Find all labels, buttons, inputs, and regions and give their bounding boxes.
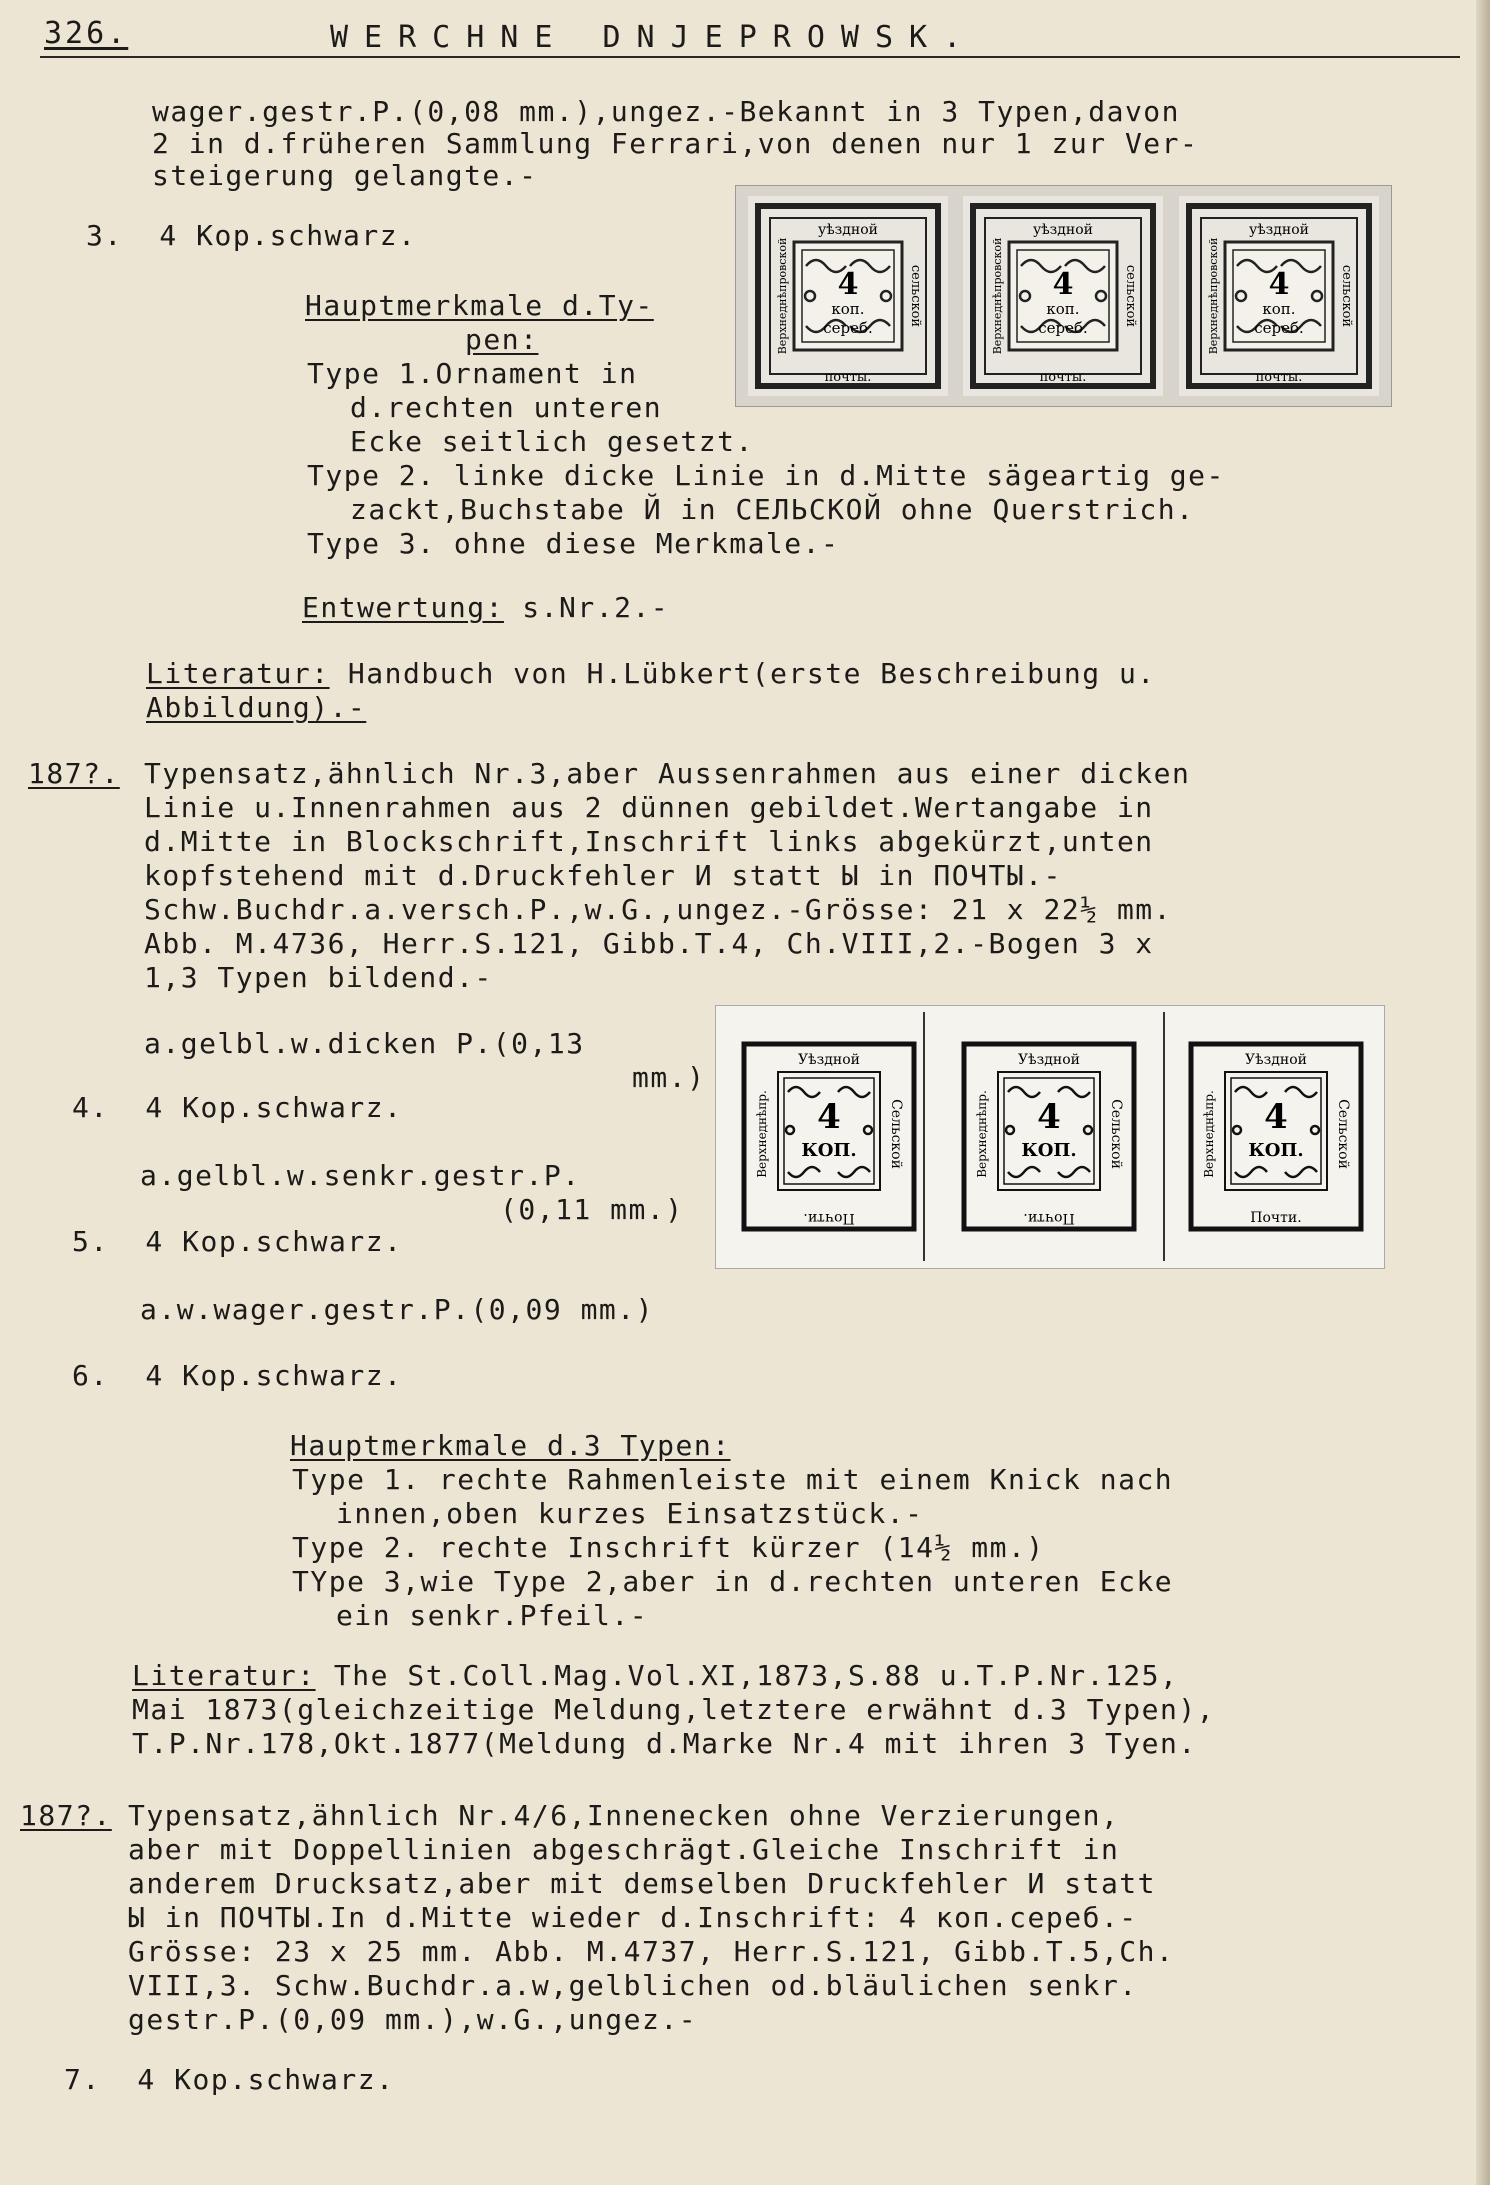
stamp-left-text: Верхнеднѣпровской [1207, 237, 1220, 355]
stamp-right-text: Сельской [1108, 1099, 1124, 1169]
type-line: TYpe 3,wie Type 2,aber in d.rechten unteren Ecke [292, 1565, 1174, 1598]
stamp-unit: коп. [831, 300, 865, 318]
description-line: Abb. M.4736, Herr.S.121, Gibb.T.4, Ch.VIII,2.-Bogen 3 x [144, 927, 1154, 960]
continuation-line: wager.gestr.P.(0,08 mm.),ungez.-Bekannt in 3 Typen,davon [152, 95, 1181, 128]
description-line: kopfstehend mit d.Druckfehler И statt Ы in ПОЧТЫ.- [144, 859, 1062, 892]
stamp-top-text: уѣздной [1032, 222, 1094, 238]
stamp-top-text: Уѣздной [1018, 1052, 1080, 1068]
cancellation-line [302, 592, 669, 624]
stamp-left-text: Верхнеднѣпровской [776, 237, 789, 355]
stamp-left-text: Верхнеднѣпр. [1202, 1090, 1216, 1178]
stamp-top-text: Уѣздной [798, 1052, 860, 1068]
stamp-unit: КОП. [1248, 1140, 1304, 1161]
stamp-bottom-text: Почти. [803, 1210, 855, 1226]
literature-text: Handbuch von H.Lübkert(erste Beschreibung u. [329, 657, 1156, 690]
item-3: 3. 4 Kop.schwarz. [86, 219, 417, 252]
description-line: Typensatz,ähnlich Nr.4/6,Innenecken ohne Verzierungen, [128, 1799, 1120, 1832]
type-line: Ecke seitlich gesetzt. [350, 425, 754, 458]
literature-line [132, 1660, 1178, 1692]
literature-line [146, 658, 1156, 690]
stamp-bottom-text: почты. [824, 370, 872, 385]
item-4: 4. 4 Kop.schwarz. [72, 1091, 403, 1124]
continuation-line: steigerung gelangte.- [152, 159, 538, 192]
description-line: Typensatz,ähnlich Nr.3,aber Aussenrahmen aus einer dicken [144, 757, 1191, 790]
stamp-bottom-text: почты. [1255, 370, 1303, 385]
description-line: Linie u.Innenrahmen aus 2 dünnen gebildet.Wertangabe in [144, 791, 1154, 824]
continuation-line: 2 in d.früheren Sammlung Ferrari,von denen nur 1 zur Ver- [152, 127, 1199, 160]
description-line: aber mit Doppellinien abgeschrägt.Gleiche Inschrift in [128, 1833, 1120, 1866]
stamp-value: 4 [1037, 1097, 1061, 1137]
paper-variety: a.gelbl.w.senkr.gestr.P. [140, 1159, 581, 1192]
page-number: 326. [44, 16, 129, 51]
stamp-unit: коп. [1046, 300, 1080, 318]
type-line: d.rechten unteren [350, 391, 663, 424]
type-line: Type 1.Ornament in [307, 357, 638, 390]
paper-variety-cont: mm.) [632, 1061, 706, 1094]
type-line: Type 1. rechte Rahmenleiste mit einem Knick nach [292, 1463, 1174, 1496]
literature-label: Literatur: [132, 1659, 316, 1692]
stamp-bottom-text: почты. [1039, 370, 1087, 385]
description-line: gestr.P.(0,09 mm.),w.G.,ungez.- [128, 2003, 698, 2036]
stamp-strip-1 [735, 185, 1392, 407]
literature-text: Abbildung).- [146, 691, 367, 724]
type-line: Type 3. ohne diese Merkmale.- [307, 527, 840, 560]
cancellation-label: Entwertung: [302, 591, 504, 624]
stamp-right-text: сельской [908, 264, 923, 328]
item-6: 6. 4 Kop.schwarz. [72, 1359, 403, 1392]
year-label: 187?. [28, 757, 120, 790]
paper-variety: a.w.wager.gestr.P.(0,09 mm.) [140, 1293, 655, 1326]
features-heading: Hauptmerkmale d.Ty- [305, 289, 654, 322]
stamp-unit-2: сереб. [1038, 319, 1088, 337]
stamp-left-text: Верхнеднѣпр. [755, 1090, 769, 1178]
header-rule [40, 56, 1460, 58]
stamp-bottom-text: Почти. [1023, 1210, 1075, 1226]
features-heading: Hauptmerkmale d.3 Typen: [290, 1429, 731, 1462]
stamp-unit: коп. [1262, 300, 1296, 318]
stamp-unit: КОП. [1021, 1140, 1077, 1161]
stamp-right-text: Сельской [888, 1099, 904, 1169]
stamp-unit-2: сереб. [823, 319, 873, 337]
cancellation-value: s.Nr.2.- [503, 591, 670, 624]
stamp-value: 4 [1264, 1097, 1288, 1137]
features-heading-cont: pen: [465, 323, 539, 356]
stamp-right-text: сельской [1339, 264, 1354, 328]
stamp-strip-1-art [736, 186, 1391, 406]
type-line: zackt,Buchstabe Й in СЕЛЬСКОЙ ohne Querstrich. [350, 493, 1195, 526]
stamp-value: 4 [837, 267, 859, 302]
stamp-bottom-text: Почти. [1250, 1210, 1302, 1226]
stamp-strip-2 [715, 1005, 1385, 1269]
stamp-left-text: Верхнеднѣпровской [991, 237, 1004, 355]
type-line: innen,oben kurzes Einsatzstück.- [336, 1497, 924, 1530]
item-5: 5. 4 Kop.schwarz. [72, 1225, 403, 1258]
paper-variety-cont: (0,11 mm.) [500, 1193, 684, 1226]
literature-text: The St.Coll.Mag.Vol.XI,1873,S.88 u.T.P.Nr.125, [315, 1659, 1179, 1692]
stamp-unit: КОП. [801, 1140, 857, 1161]
type-line: ein senkr.Pfeil.- [336, 1599, 649, 1632]
stamp-strip-2-art [716, 1006, 1384, 1268]
description-line: anderem Drucksatz,aber mit demselben Druckfehler И statt [128, 1867, 1157, 1900]
stamp-right-text: сельской [1123, 264, 1138, 328]
type-line: Type 2. linke dicke Linie in d.Mitte sägeartig ge- [307, 459, 1225, 492]
stamp-value: 4 [1268, 267, 1290, 302]
type-line: Type 2. rechte Inschrift kürzer (14½ mm.) [292, 1531, 1045, 1564]
description-line: Grösse: 23 x 25 mm. Abb. M.4737, Herr.S.121, Gibb.T.5,Ch. [128, 1935, 1175, 1968]
description-line: 1,3 Typen bildend.- [144, 961, 493, 994]
page-title: WERCHNE DNJEPROWSK. [330, 20, 978, 55]
literature-label: Literatur: [146, 657, 330, 690]
stamp-value: 4 [1052, 267, 1074, 302]
stamp-top-text: уѣздной [1248, 222, 1310, 238]
stamp-unit-2: сереб. [1254, 319, 1304, 337]
description-line: Schw.Buchdr.a.versch.P.,w.G.,ungez.-Grösse: 21 x 22½ mm. [144, 893, 1173, 926]
stamp-value: 4 [817, 1097, 841, 1137]
stamp-left-text: Верхнеднѣпр. [975, 1090, 989, 1178]
paper-variety: a.gelbl.w.dicken P.(0,13 [144, 1027, 585, 1060]
stamp-top-text: Уѣздной [1245, 1052, 1307, 1068]
description-line: d.Mitte in Blockschrift,Inschrift links abgekürzt,unten [144, 825, 1154, 858]
item-7: 7. 4 Kop.schwarz. [64, 2063, 395, 2096]
page-edge [1476, 0, 1490, 2185]
stamp-right-text: Сельской [1335, 1099, 1351, 1169]
stamp-top-text: уѣздной [817, 222, 879, 238]
description-line: Ы in ПОЧТЫ.In d.Mitte wieder d.Inschrift: 4 коп.сереб.- [128, 1901, 1138, 1934]
description-line: VIII,3. Schw.Buchdr.a.w,gelblichen od.bläulichen senkr. [128, 1969, 1138, 2002]
literature-text: T.P.Nr.178,Okt.1877(Meldung d.Marke Nr.4 mit ihren 3 Tyen. [132, 1727, 1197, 1760]
year-label: 187?. [20, 1799, 112, 1832]
literature-text: Mai 1873(gleichzeitige Meldung,letztere erwähnt d.3 Typen), [132, 1693, 1216, 1726]
